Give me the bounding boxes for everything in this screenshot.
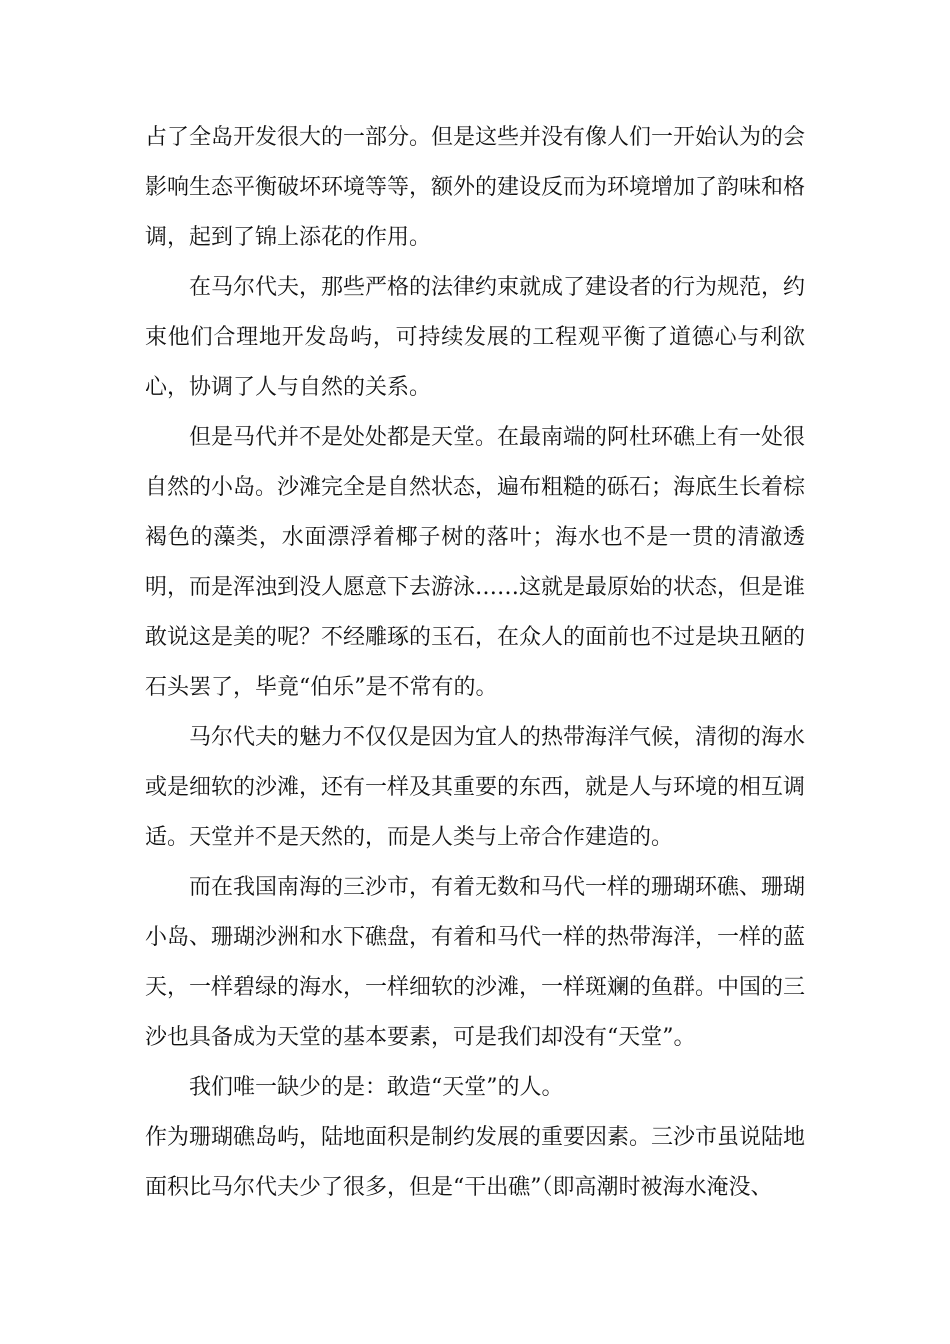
paragraph-1: 占了全岛开发很大的一部分。但是这些并没有像人们一开始认为的会影响生态平衡破坏环境等等，额外的建设反而为环境增加了韵味和格调，起到了锦上添花的作用。 (145, 125, 806, 250)
paragraph-2: 在马尔代夫，那些严格的法律约束就成了建设者的行为规范，约束他们合理地开发岛屿，可持续发展的工程观平衡了道德心与利欲心，协调了人与自然的关系。 (145, 275, 806, 400)
paragraph-4: 马尔代夫的魅力不仅仅是因为宜人的热带海洋气候，清彻的海水或是细软的沙滩，还有一样及其重要的东西，就是人与环境的相互调适。天堂并不是天然的，而是人类与上帝合作建造的。 (145, 725, 806, 850)
paragraph-5: 而在我国南海的三沙市，有着无数和马代一样的珊瑚环礁、珊瑚小岛、珊瑚沙洲和水下礁盘，有着和马代一样的热带海洋，一样的蓝天，一样碧绿的海水，一样细软的沙滩，一样斑斓的鱼群。中国的三沙也具备成为天堂的基本要素，可是我们却没有“天堂”。 (145, 875, 806, 1050)
paragraph-6: 我们唯一缺少的是：敢造“天堂”的人。 (189, 1075, 564, 1100)
document-body (145, 113, 805, 1213)
paragraph-7: 作为珊瑚礁岛屿，陆地面积是制约发展的重要因素。三沙市虽说陆地面积比马尔代夫少了很多，但是“干出礁”（即高潮时被海水淹没、 (145, 1125, 806, 1200)
paragraph-3: 但是马代并不是处处都是天堂。在最南端的阿杜环礁上有一处很自然的小岛。沙滩完全是自然状态，遍布粗糙的砾石；海底生长着棕褐色的藻类，水面漂浮着椰子树的落叶；海水也不是一贯的清澈透明，而是浑浊到没人愿意下去游泳……这就是最原始的状态，但是谁敢说这是美的呢？不经雕琢的玉石，在众人的面前也不过是块丑陋的石头罢了，毕竟“伯乐”是不常有的。 (145, 425, 806, 700)
